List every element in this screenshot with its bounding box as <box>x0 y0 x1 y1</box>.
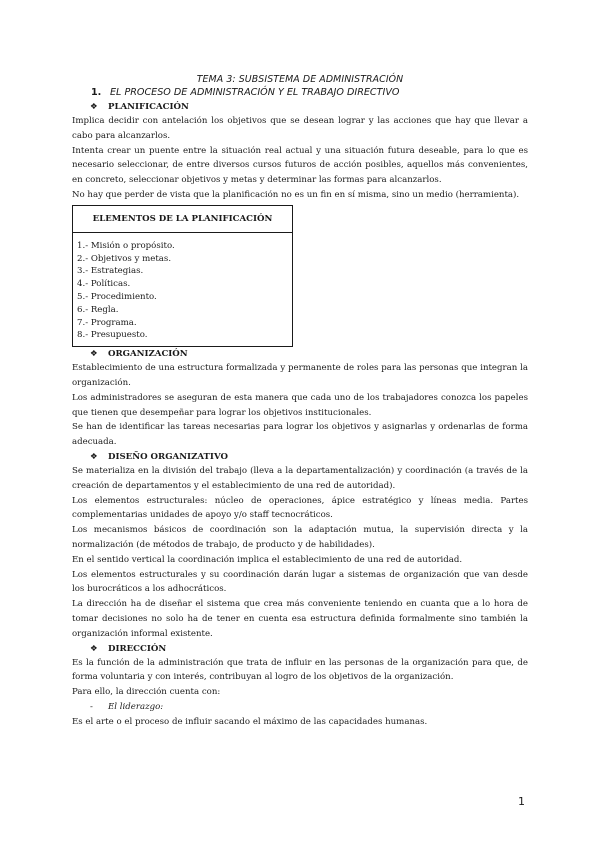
diamond-bullet-icon: ❖ <box>90 349 98 360</box>
heading-direccion: ❖ DIRECCIÓN <box>90 643 167 654</box>
diamond-bullet-icon: ❖ <box>90 643 98 654</box>
diamond-bullet-icon: ❖ <box>90 102 98 112</box>
dash-bullet: - <box>90 701 93 712</box>
paragraph: Intenta crear un puente entre la situación real actual y una situación futura deseable, para lo que es necesario seleccionar, de entre diversos cursos futuros de acción posibles, aquellos más convenientes, en concreto, seleccionar objetivos y metas y determinar las formas para alcanzarlos. <box>72 145 528 186</box>
heading-planificacion: ❖ PLANIFICACIÓN <box>90 102 189 112</box>
paragraph: Los mecanismos básicos de coordinación son la adaptación mutua, la supervisión directa y la normalización (de métodos de trabajo, de producto y de habilidades). <box>72 525 528 550</box>
heading-diseno-organizativo: ❖ DISEÑO ORGANIZATIVO <box>90 451 228 462</box>
elements-table-title: ELEMENTOS DE LA PLANIFICACIÓN <box>73 206 292 233</box>
list-item: 3.- Estrategias. <box>77 266 144 277</box>
section-heading <box>72 86 528 100</box>
paragraph: Establecimiento de una estructura formalizada y permanente de roles para las personas que integran la organización. <box>72 363 528 388</box>
list-item: 4.- Políticas. <box>77 279 131 290</box>
heading-organizacion: ❖ ORGANIZACIÓN <box>90 349 188 360</box>
paragraph: Implica decidir con antelación los objetivos que se desean lograr y las acciones que hay que llevar a cabo para alcanzarlos. <box>72 116 528 141</box>
paragraph: No hay que perder de vista que la planificación no es un fin en sí misma, sino un medio (herramienta). <box>72 189 520 200</box>
document-title: TEMA 3: SUBSISTEMA DE ADMINISTRACIÓN <box>196 74 404 85</box>
list-item: 1.- Misión o propósito. <box>77 240 175 251</box>
diamond-bullet-icon: ❖ <box>90 451 98 462</box>
paragraph: La dirección ha de diseñar el sistema que crea más conveniente teniendo en cuanta que a lo hora de tomar decisiones no solo ha de tener en cuenta esa estructura definida formalmente sino también la organización informal existente. <box>72 599 528 639</box>
list-item: 2.- Objetivos y metas. <box>77 253 172 264</box>
list-item: 7.- Programa. <box>77 317 137 328</box>
document-body <box>72 73 528 730</box>
page-number: 1 <box>518 795 525 808</box>
elements-list <box>73 233 292 346</box>
list-item: - El liderazgo: <box>72 700 528 715</box>
paragraph: Se han de identificar las tareas necesarias para lograr los objetivos y asignarlas y ordenarlas de forma adecuada. <box>72 422 528 448</box>
list-item: 6.- Regla. <box>77 304 119 315</box>
paragraph: Los elementos estructurales: núcleo de operaciones, ápice estratégico y líneas media. Partes complementarias unidades de apoyo y/o staff tecnocráticos. <box>72 495 528 521</box>
paragraph: En el sentido vertical la coordinación implica el establecimiento de una red de autoridad. <box>72 554 463 565</box>
paragraph: Se materializa en la división del trabajo (lleva a la departamentalización) y coordinación (a través de la creación de departamentos y el establecimiento de una red de autoridad). <box>72 465 528 491</box>
paragraph: Es el arte o el proceso de influir sacando el máximo de las capacidades humanas. <box>72 716 428 727</box>
paragraph: Los administradores se aseguran de esta manera que cada uno de los trabajadores conozca los papeles que tienen que desempeñar para lograr los objetivos institucionales. <box>72 392 528 418</box>
paragraph: Los elementos estructurales y su coordinación darán lugar a sistemas de organización que van desde los burocráticos a los adhocráticos. <box>72 569 528 595</box>
list-item: 8.- Presupuesto. <box>77 330 148 341</box>
section-number: 1. <box>91 87 102 98</box>
paragraph: Para ello, la dirección cuenta con: <box>72 687 221 698</box>
elements-table <box>72 205 293 347</box>
section-title: EL PROCESO DE ADMINISTRACIÓN Y EL TRABAJO DIRECTIVO <box>110 87 400 98</box>
paragraph: Es la función de la administración que trata de influir en las personas de la organización para que, de forma voluntaria y con interés, contribuyan al logro de los objetivos de la organización. <box>72 657 528 683</box>
list-item: 5.- Procedimiento. <box>77 291 157 302</box>
